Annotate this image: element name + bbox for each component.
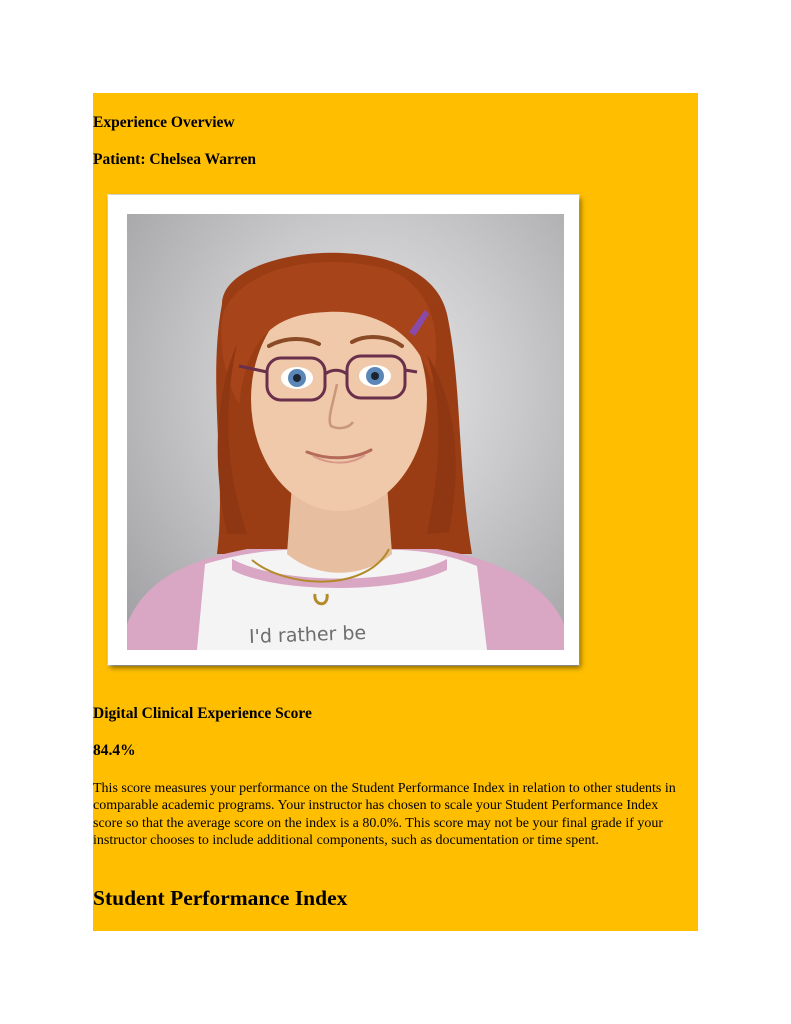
score-value: 84.4% — [93, 742, 136, 759]
score-title: Digital Clinical Experience Score — [93, 705, 312, 722]
shirt-text: I'd rather be — [248, 621, 367, 649]
patient-avatar-illustration — [127, 214, 564, 650]
patient-avatar-image — [127, 214, 564, 650]
score-description: This score measures your performance on the Student Performance Index in relation to other students in comparable academic programs. Your instructor has chosen to scale your Student Performance Index score so that the average score on the index is a 80.0%. This score may not be your final grade if your instructor chooses to include additional components, such as documentation or time spent. — [93, 781, 676, 849]
experience-overview-heading: Experience Overview — [93, 114, 235, 131]
content-panel — [93, 93, 698, 931]
student-performance-index-heading: Student Performance Index — [93, 886, 348, 910]
patient-name: Patient: Chelsea Warren — [93, 151, 257, 168]
patient-photo-frame — [108, 195, 579, 665]
